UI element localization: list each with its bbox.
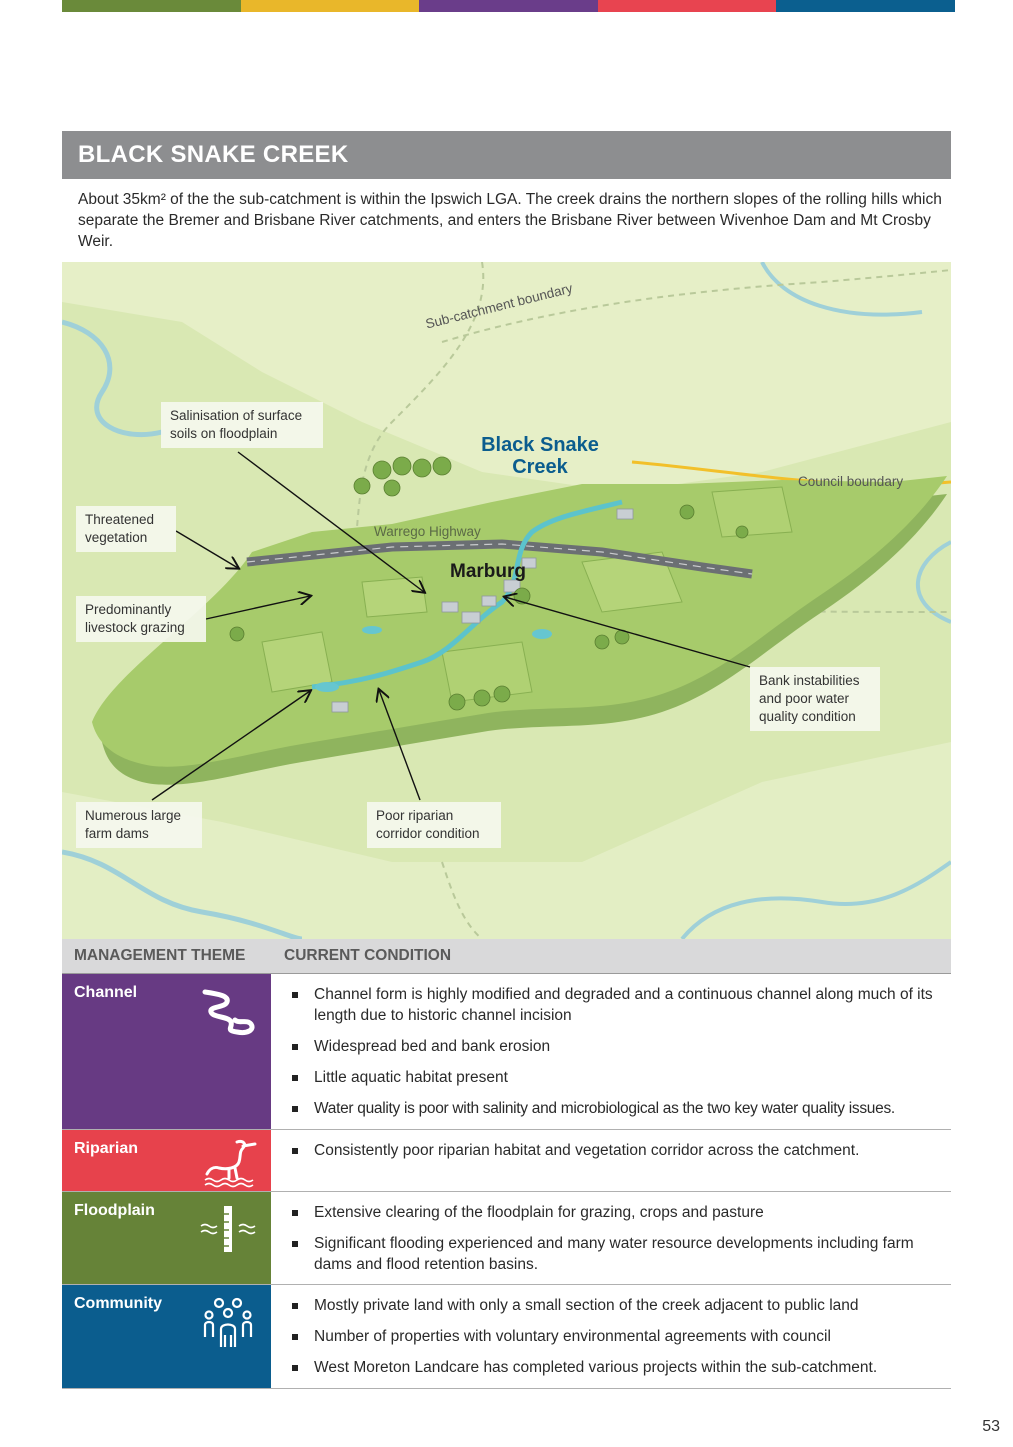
- catchment-map: [62, 262, 951, 939]
- highway-label: Warrego Highway: [374, 524, 481, 539]
- condition-list: [290, 984, 943, 1129]
- table-header: [62, 939, 951, 974]
- callout-riparian-corridor: Poor riparian corridor condition: [367, 802, 501, 848]
- theme-name: Community: [74, 1295, 162, 1312]
- council-boundary-label: Council boundary: [798, 474, 904, 489]
- theme-name: Riparian: [74, 1140, 139, 1157]
- heron-icon: [199, 1136, 257, 1188]
- color-bar-segment: [62, 0, 241, 12]
- town-label: Marburg: [450, 561, 526, 582]
- condition-list: [290, 1202, 943, 1285]
- list-item: West Moreton Landcare has completed various projects within the sub-catchment.: [290, 1357, 943, 1378]
- theme-cell-channel: [62, 974, 271, 1129]
- header-current-condition: CURRENT CONDITION: [284, 947, 452, 964]
- list-item: Little aquatic habitat present: [290, 1067, 943, 1088]
- top-color-bar: [62, 0, 955, 12]
- table-row-community: [62, 1285, 951, 1389]
- theme-cell-riparian: [62, 1130, 271, 1191]
- callout-livestock-grazing: Predominantly livestock grazing: [76, 596, 206, 642]
- list-item: Extensive clearing of the floodplain for grazing, crops and pasture: [290, 1202, 943, 1223]
- list-item: Consistently poor riparian habitat and vegetation corridor across the catchment.: [290, 1140, 943, 1161]
- table-row-riparian: [62, 1130, 951, 1192]
- list-item: Channel form is highly modified and degraded and a continuous channel along much of its length due to historic channel incision: [290, 984, 943, 1026]
- callout-threatened-vegetation: Threatened vegetation: [76, 506, 176, 552]
- theme-name: Floodplain: [74, 1202, 155, 1219]
- list-item: Widespread bed and bank erosion: [290, 1036, 943, 1057]
- color-bar-segment: [241, 0, 420, 12]
- header-management-theme: MANAGEMENT THEME: [74, 947, 246, 964]
- flood-gauge-icon: [199, 1204, 257, 1256]
- creek-label: Black Snake Creek: [481, 434, 599, 478]
- list-item: Number of properties with voluntary environmental agreements with council: [290, 1326, 943, 1347]
- list-item: Water quality is poor with salinity and microbiological as the two key water quality issues.: [290, 1098, 943, 1119]
- theme-cell-community: [62, 1285, 271, 1388]
- subcatchment-boundary-label: Sub-catchment boundary: [424, 280, 574, 332]
- list-item: Significant flooding experienced and many water resource developments including farm dams and flood retention basins.: [290, 1233, 943, 1275]
- intro-paragraph: About 35km² of the the sub-catchment is within the Ipswich LGA. The creek drains the northern slopes of the rolling hills which separate the Bremer and Brisbane River catchments, and enters the Brisbane River between Wivenhoe Dam and Mt Crosby Weir.: [78, 191, 942, 250]
- list-item: Mostly private land with only a small section of the creek adjacent to public land: [290, 1295, 943, 1316]
- channel-icon: [199, 986, 257, 1038]
- color-bar-segment: [419, 0, 598, 12]
- table-row-channel: [62, 974, 951, 1130]
- callout-farm-dams: Numerous large farm dams: [76, 802, 202, 848]
- color-bar-segment: [598, 0, 777, 12]
- condition-list: [290, 1295, 943, 1388]
- table-row-floodplain: [62, 1192, 951, 1285]
- callout-salinisation: Salinisation of surface soils on floodplain: [161, 402, 323, 448]
- people-icon: [199, 1297, 257, 1349]
- page-number: 53: [982, 1418, 1000, 1435]
- callout-bank-instabilities: Bank instabilities and poor water quality condition: [750, 667, 880, 731]
- section-title: BLACK SNAKE CREEK: [62, 131, 951, 179]
- color-bar-segment: [776, 0, 955, 12]
- condition-list: [290, 1140, 943, 1171]
- theme-name: Channel: [74, 984, 138, 1001]
- theme-cell-floodplain: [62, 1192, 271, 1284]
